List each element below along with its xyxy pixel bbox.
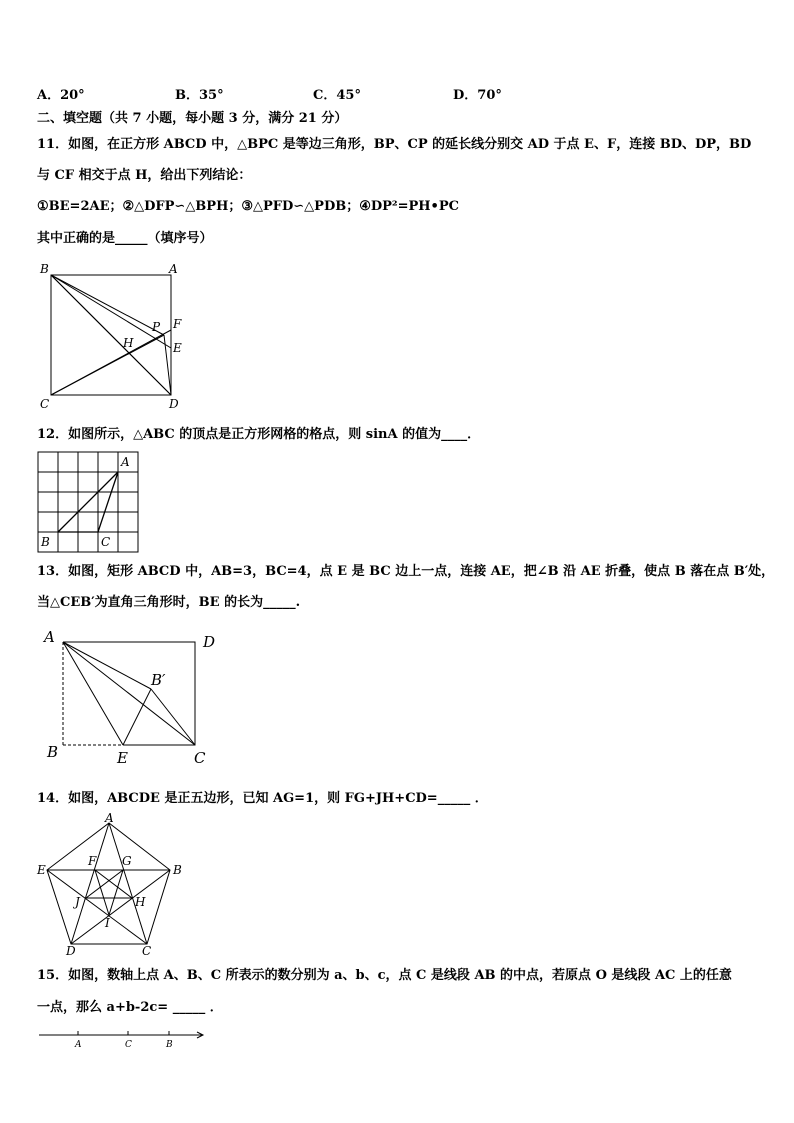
option-b: B．35° (175, 88, 224, 103)
q13-label-b-prime: B′ (151, 671, 166, 689)
q13-label-c: C (194, 749, 206, 767)
option-d: D．70° (453, 88, 502, 103)
q13-line2: 当△CEB′为直角三角形时，BE 的长为_____. (37, 595, 301, 610)
q14-label-b: B (173, 863, 182, 877)
q15-line2: 一点，那么 a+b-2c= _____ ． (37, 1000, 223, 1015)
section-title: 二、填空题（共 7 小题，每小题 3 分，满分 21 分） (37, 111, 348, 126)
q11-line2: 与 CF 相交于点 H，给出下列结论： (37, 168, 252, 183)
option-c: C．45° (313, 88, 361, 103)
q15-number-line (37, 1027, 217, 1057)
q11-label-a: A (169, 262, 178, 276)
q15-label-c: C (125, 1040, 132, 1050)
q14-label-e: E (37, 863, 46, 877)
q12-label-a: A (121, 455, 130, 469)
q14-label-f: F (88, 854, 97, 868)
q13-line1: 13．如图，矩形 ABCD 中，AB=3，BC=4，点 E 是 BC 边上一点，连接 AE，把∠B 沿 AE 折叠，使点 B 落在点 B′处， (37, 564, 775, 579)
q12-line1: 12．如图所示，△ABC 的顶点是正方形网格的格点，则 sinA 的值为____． (37, 427, 481, 442)
q13-label-a: A (44, 628, 55, 646)
q13-label-d: D (203, 633, 216, 651)
q13-label-e: E (117, 749, 128, 767)
q11-label-b: B (40, 262, 49, 276)
q11-line4: 其中正确的是_____（填序号） (37, 231, 213, 246)
q11-line1: 11．如图，在正方形 ABCD 中，△BPC 是等边三角形，BP、CP 的延长线分别交 AD 于点 E、F，连接 BD、DP，BD (37, 137, 752, 152)
q11-label-h: H (123, 336, 134, 350)
q15-label-a: A (75, 1040, 82, 1050)
q14-figure (37, 812, 187, 957)
q14-line1: 14．如图，ABCDE 是正五边形，已知 AG=1，则 FG+JH+CD=_____ ． (37, 791, 488, 806)
option-a: A．20° (37, 88, 85, 103)
q15-line1: 15．如图，数轴上点 A、B、C 所表示的数分别为 a、b、c，点 C 是线段 AB 的中点，若原点 O 是线段 AC 上的任意 (37, 968, 732, 983)
q14-label-d: D (66, 944, 76, 958)
q14-label-c: C (142, 944, 152, 958)
q11-label-c: C (40, 397, 50, 411)
q13-figure (37, 627, 227, 767)
q14-label-j: J (75, 895, 80, 909)
q14-label-i: I (105, 916, 110, 930)
q14-label-a: A (105, 811, 114, 825)
q11-label-e: E (173, 341, 182, 355)
q14-label-h: H (135, 895, 146, 909)
q12-figure (37, 450, 147, 555)
q14-label-g: G (122, 854, 132, 868)
q15-label-b: B (166, 1040, 173, 1050)
q11-label-f: F (173, 317, 182, 331)
q11-figure (37, 260, 197, 420)
q13-label-b: B (47, 743, 59, 761)
q11-line3: ①BE=2AE；②△DFP∽△BPH；③△PFD∽△PDB；④DP²=PH•PC (37, 199, 459, 214)
q12-label-c: C (101, 535, 111, 549)
q11-label-d: D (169, 397, 179, 411)
q11-label-p: P (152, 320, 161, 334)
q12-label-b: B (41, 535, 50, 549)
